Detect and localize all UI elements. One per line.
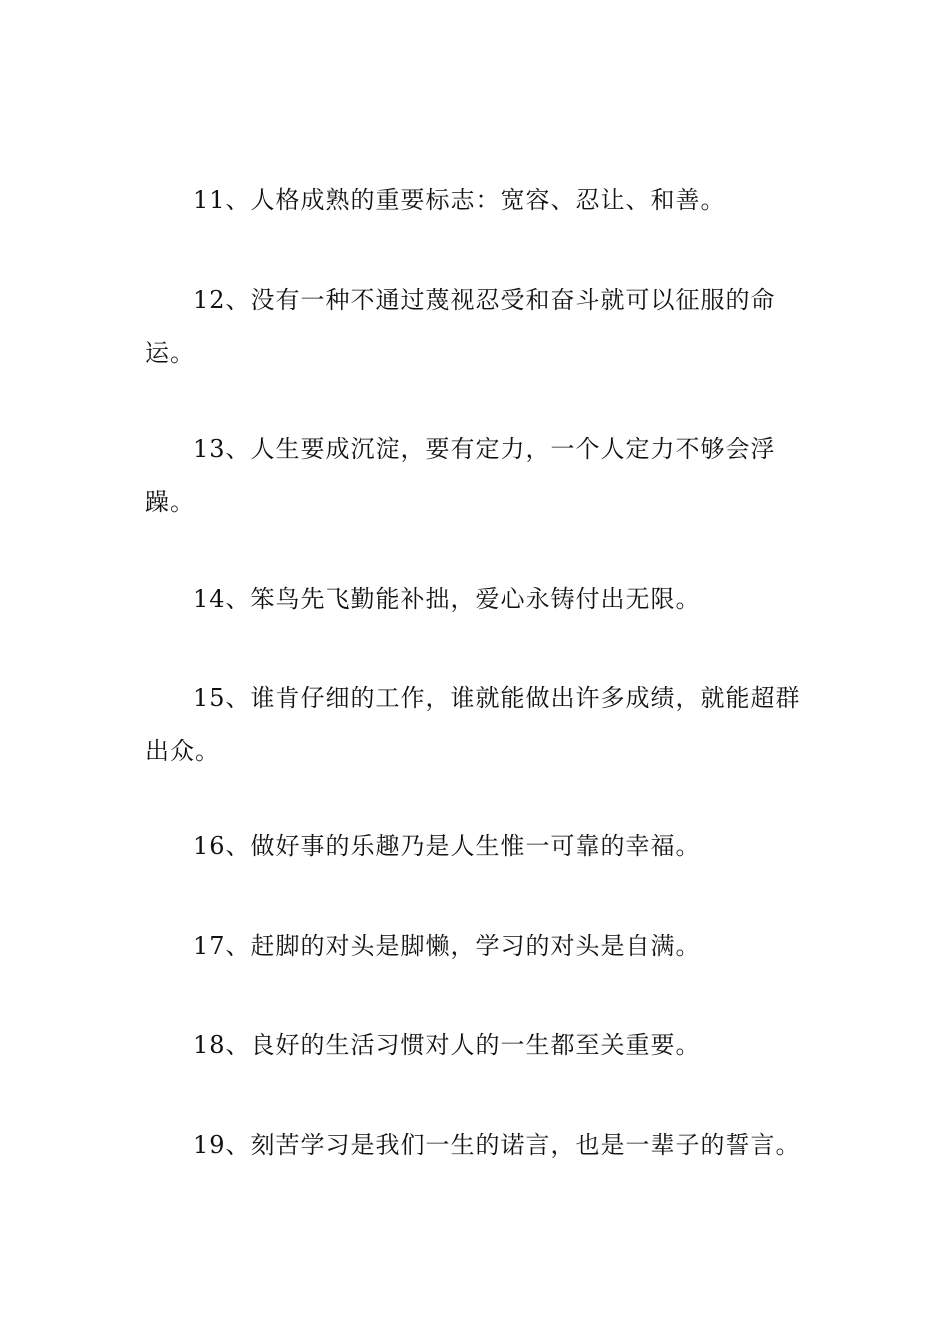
- quote-18: 18、良好的生活习惯对人的一生都至关重要。: [193, 1031, 701, 1059]
- quote-11: 11、人格成熟的重要标志：宽容、忍让、和善。: [193, 186, 726, 214]
- quote-15: 15、谁肯仔细的工作，谁就能做出许多成绩，就能超群出众。: [145, 684, 801, 765]
- quote-13: 13、人生要成沉淀，要有定力，一个人定力不够会浮躁。: [145, 435, 776, 516]
- quote-16: 16、做好事的乐趣乃是人生惟一可靠的幸福。: [193, 832, 701, 860]
- quote-14: 14、笨鸟先飞勤能补拙，爱心永铸付出无限。: [193, 585, 701, 613]
- quote-19: 19、刻苦学习是我们一生的诺言，也是一辈子的誓言。: [193, 1131, 801, 1159]
- quote-12: 12、没有一种不通过蔑视忍受和奋斗就可以征服的命运。: [145, 286, 776, 367]
- quote-17: 17、赶脚的对头是脚懒，学习的对头是自满。: [193, 932, 701, 960]
